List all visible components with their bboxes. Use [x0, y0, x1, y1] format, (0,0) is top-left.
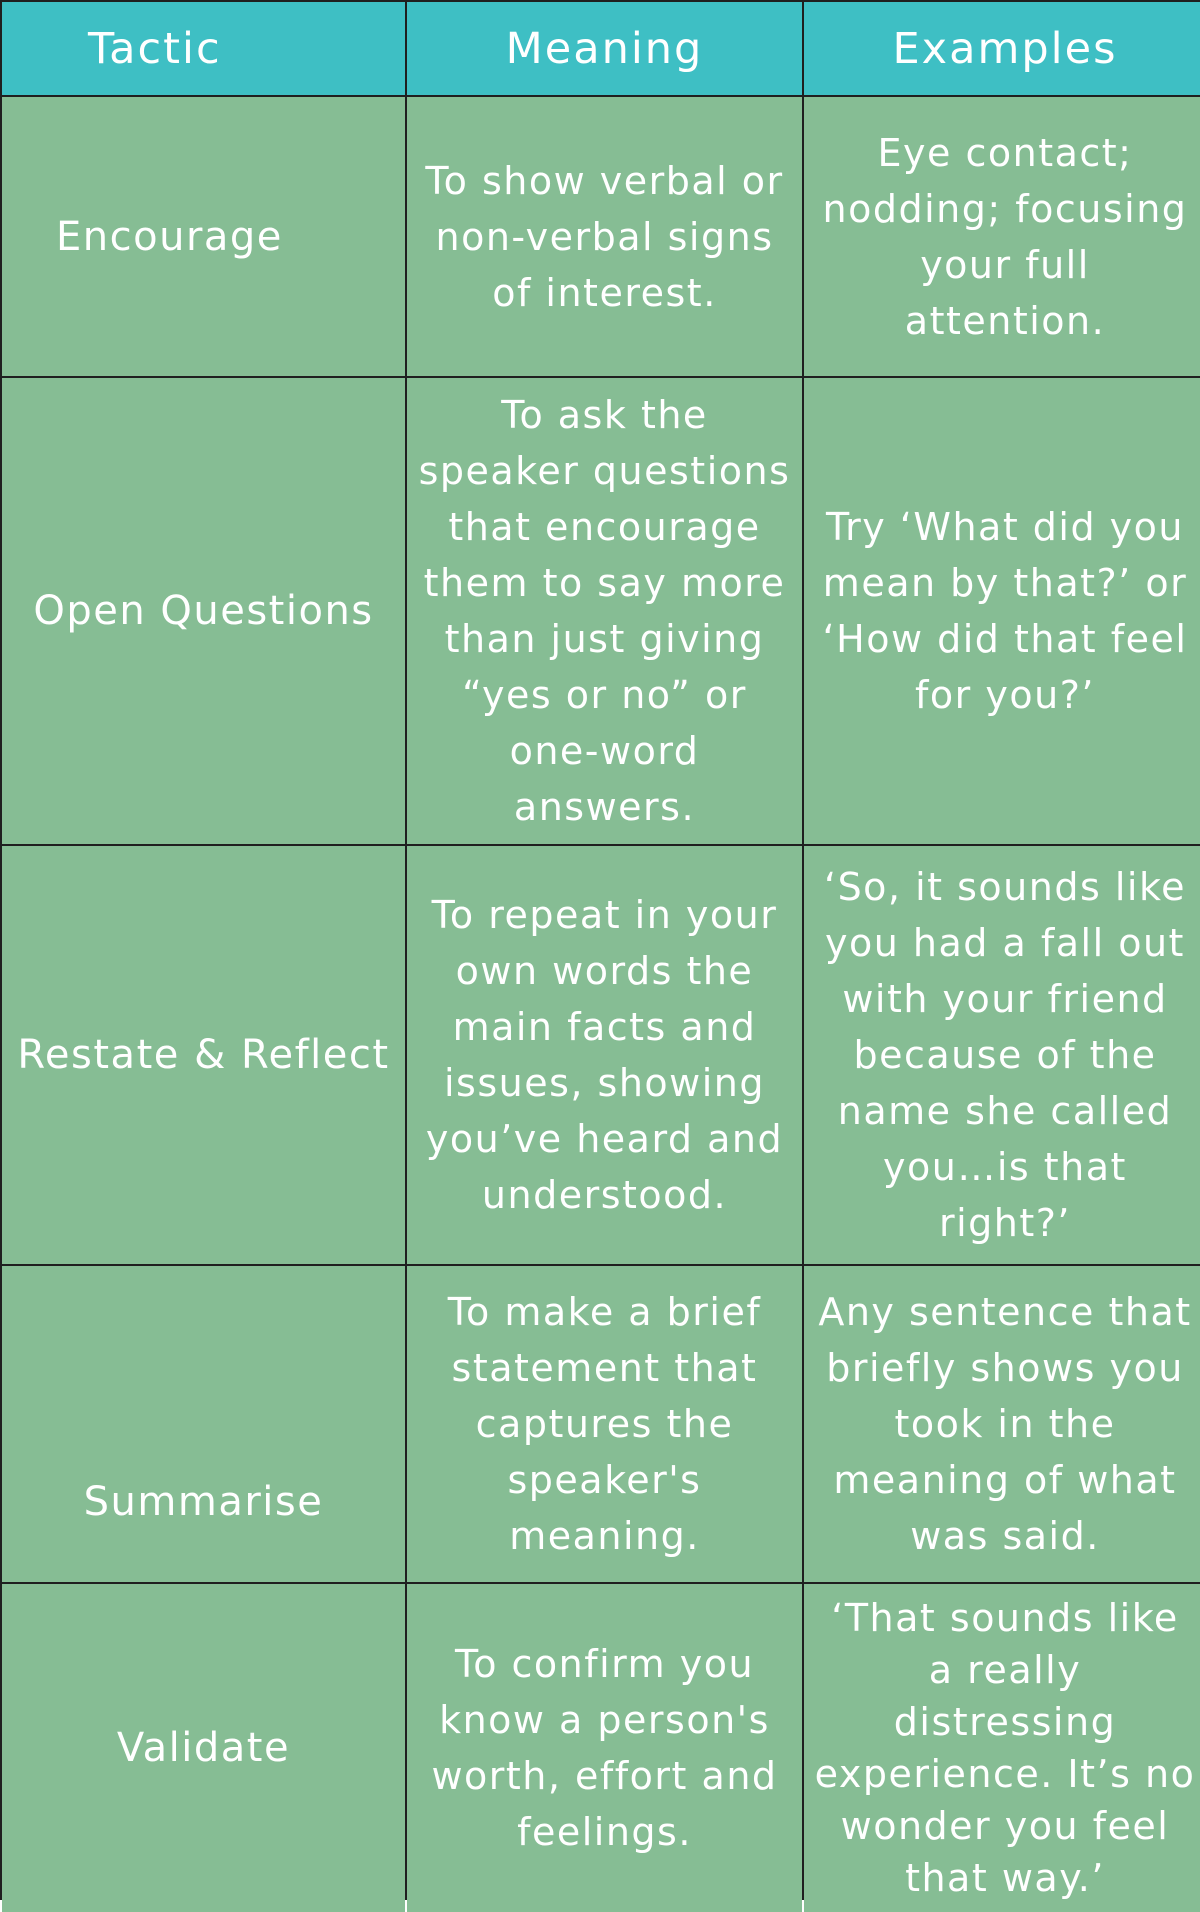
row-restate-reflect-tactic: [2, 846, 405, 1264]
meaning-text: To repeat in your own words the main facts and issues, showing you’ve heard and understood.: [425, 893, 784, 1217]
example-text: ‘That sounds like a really distressing experience. It’s no wonder you feel that way.’: [814, 1596, 1196, 1900]
row-encourage-tactic: [2, 97, 405, 376]
meaning-text: To show verbal or non-verbal signs of interest.: [425, 158, 784, 315]
meaning-text: To ask the speaker questions that encourage them to say more than just giving “yes or no” or one-word answers.: [418, 393, 791, 829]
row-summarise-example: [804, 1266, 1200, 1582]
row-validate-example: [804, 1584, 1200, 1912]
tactic-label: Restate & Reflect: [17, 1032, 390, 1078]
row-open-questions-example: [804, 378, 1200, 844]
header-meaning: [407, 2, 802, 95]
example-text: Any sentence that briefly shows you took in the meaning of what was said.: [818, 1290, 1192, 1558]
row-encourage-meaning: [407, 97, 802, 376]
header-examples-label: Examples: [892, 23, 1118, 74]
header-meaning-label: Meaning: [505, 23, 704, 74]
row-encourage-example: [804, 97, 1200, 376]
example-text: Eye contact; nodding; focusing your full attention.: [822, 130, 1188, 343]
row-summarise-tactic: [2, 1266, 405, 1582]
meaning-text: To make a brief statement that captures the speaker's meaning.: [447, 1290, 762, 1558]
row-restate-reflect-example: [804, 846, 1200, 1264]
row-validate-tactic: [2, 1584, 405, 1912]
header-tactic-label: Tactic: [88, 23, 222, 74]
row-validate-meaning: [407, 1584, 802, 1912]
row-open-questions-tactic: [2, 378, 405, 844]
header-examples: [804, 2, 1200, 95]
example-text: ‘So, it sounds like you had a fall out with your friend because of the name she called you…is that right?’: [823, 865, 1186, 1245]
row-summarise-meaning: [407, 1266, 802, 1582]
header-tactic: [2, 2, 405, 95]
meaning-text: To confirm you know a person's worth, effort and feelings.: [431, 1642, 778, 1854]
tactic-label: Summarise: [83, 1479, 324, 1525]
row-open-questions-meaning: [407, 378, 802, 844]
example-text: Try ‘What did you mean by that?’ or ‘How did that feel for you?’: [822, 505, 1188, 717]
tactic-label: Open Questions: [33, 588, 374, 634]
tactic-label: Encourage: [56, 213, 283, 260]
tactic-label: Validate: [116, 1725, 291, 1771]
row-restate-reflect-meaning: [407, 846, 802, 1264]
